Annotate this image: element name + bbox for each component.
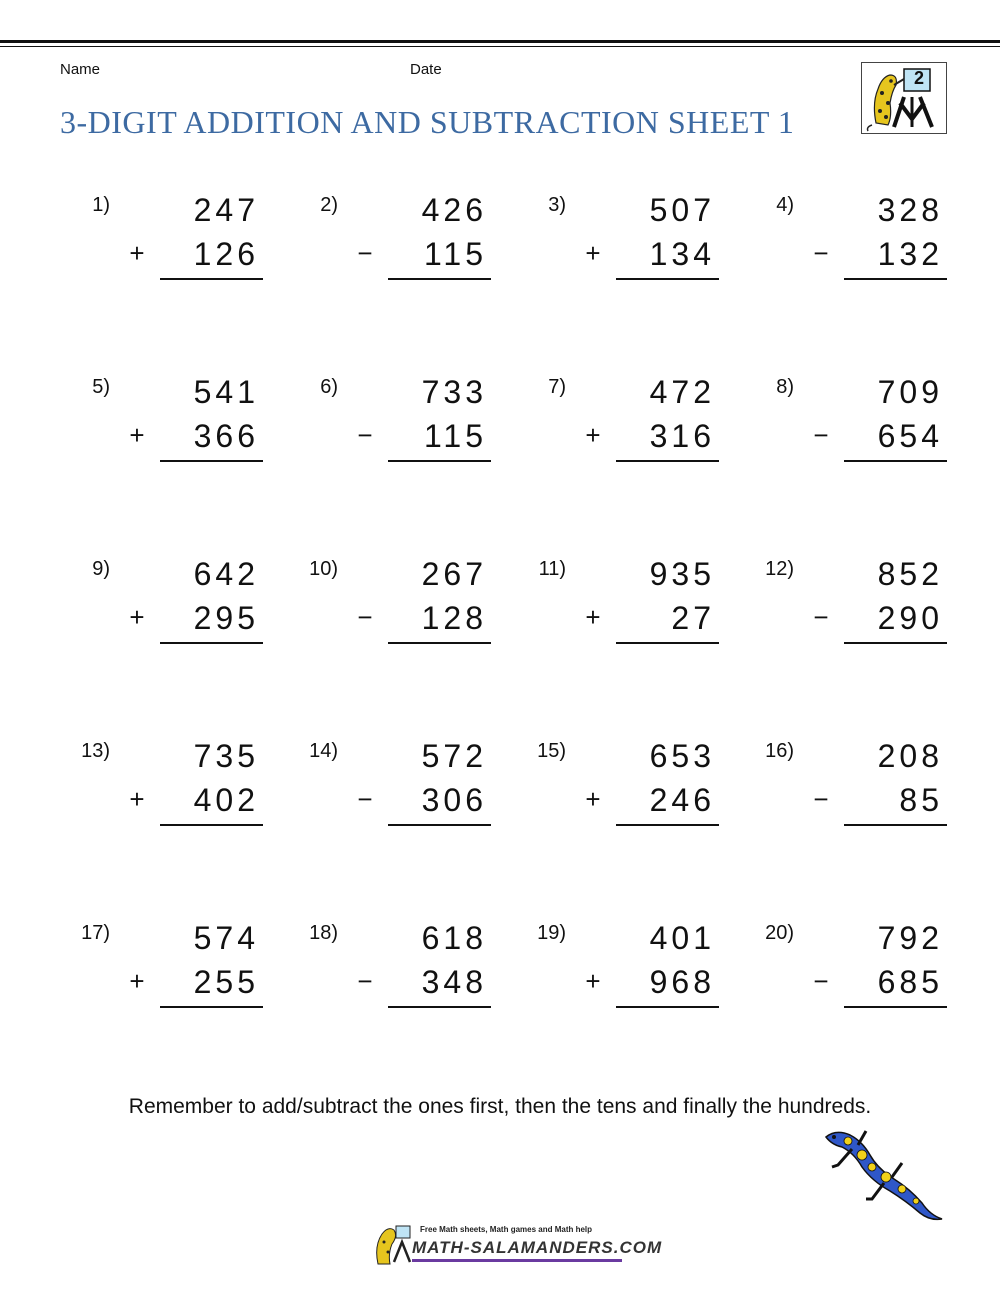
top-operand: 572 <box>421 738 487 774</box>
problem-number: 14) <box>309 740 338 762</box>
minus-sign: − <box>813 238 829 268</box>
answer-line <box>844 460 947 462</box>
problem-number: 3) <box>548 194 566 216</box>
problem-number: 4) <box>776 194 794 216</box>
bottom-operand: 306 <box>421 782 487 818</box>
logo-badge: 2 <box>913 68 924 88</box>
top-operand: 709 <box>877 374 943 410</box>
top-operand: 541 <box>193 374 259 410</box>
answer-line <box>844 642 947 644</box>
problem-14 <box>283 726 511 908</box>
minus-sign: − <box>813 966 829 996</box>
bottom-operand: 290 <box>877 600 943 636</box>
bottom-operand: 316 <box>649 418 715 454</box>
answer-line <box>616 278 719 280</box>
bottom-operand: 132 <box>877 236 943 272</box>
bottom-operand: 134 <box>649 236 715 272</box>
salamander-easel-logo-icon <box>861 62 947 134</box>
problem-number: 8) <box>776 376 794 398</box>
answer-line <box>388 278 491 280</box>
top-operand: 328 <box>877 192 943 228</box>
top-operand: 618 <box>421 920 487 956</box>
page-title: 3-DIGIT ADDITION AND SUBTRACTION SHEET 1 <box>60 104 795 140</box>
plus-sign: + <box>129 420 145 450</box>
answer-line <box>160 278 263 280</box>
problem-number: 6) <box>320 376 338 398</box>
problem-19 <box>511 908 739 1090</box>
minus-sign: − <box>357 420 373 450</box>
problem-7 <box>511 362 739 544</box>
top-operand: 472 <box>649 374 715 410</box>
problem-1 <box>55 180 283 362</box>
problem-18 <box>283 908 511 1090</box>
bottom-operand: 115 <box>423 418 487 454</box>
problem-number: 7) <box>548 376 566 398</box>
top-operand: 507 <box>649 192 715 228</box>
top-operand: 735 <box>193 738 259 774</box>
problem-number: 18) <box>309 922 338 944</box>
problem-number: 20) <box>765 922 794 944</box>
problem-11 <box>511 544 739 726</box>
plus-sign: + <box>585 420 601 450</box>
top-operand: 653 <box>649 738 715 774</box>
minus-sign: − <box>813 602 829 632</box>
answer-line <box>844 824 947 826</box>
top-operand: 267 <box>421 556 487 592</box>
answer-line <box>844 278 947 280</box>
problem-number: 16) <box>765 740 794 762</box>
bottom-operand: 246 <box>649 782 715 818</box>
problem-13 <box>55 726 283 908</box>
problem-8 <box>739 362 967 544</box>
problem-2 <box>283 180 511 362</box>
salamander-icon <box>822 1125 947 1235</box>
problem-number: 19) <box>537 922 566 944</box>
minus-sign: − <box>357 602 373 632</box>
problem-4 <box>739 180 967 362</box>
top-operand: 935 <box>649 556 715 592</box>
problem-12 <box>739 544 967 726</box>
answer-line <box>388 824 491 826</box>
answer-line <box>388 460 491 462</box>
problem-number: 10) <box>309 558 338 580</box>
top-operand: 208 <box>877 738 943 774</box>
bottom-operand: 654 <box>877 418 943 454</box>
plus-sign: + <box>129 602 145 632</box>
plus-sign: + <box>129 784 145 814</box>
answer-line <box>616 1006 719 1008</box>
bottom-operand: 402 <box>193 782 259 818</box>
bottom-operand: 115 <box>423 236 487 272</box>
problem-3 <box>511 180 739 362</box>
minus-sign: − <box>357 238 373 268</box>
answer-line <box>160 824 263 826</box>
plus-sign: + <box>585 602 601 632</box>
problem-number: 11) <box>538 558 566 580</box>
problem-9 <box>55 544 283 726</box>
answer-line <box>160 1006 263 1008</box>
answer-line <box>844 1006 947 1008</box>
top-operand: 642 <box>193 556 259 592</box>
problem-number: 13) <box>81 740 110 762</box>
problem-number: 1) <box>92 194 110 216</box>
footer-tagline: Free Math sheets, Math games and Math help <box>420 1225 593 1234</box>
problem-10 <box>283 544 511 726</box>
answer-line <box>388 642 491 644</box>
problem-number: 15) <box>537 740 566 762</box>
problem-number: 9) <box>92 558 110 580</box>
plus-sign: + <box>585 784 601 814</box>
minus-sign: − <box>357 966 373 996</box>
problem-6 <box>283 362 511 544</box>
problem-number: 5) <box>92 376 110 398</box>
bottom-operand: 685 <box>877 964 943 1000</box>
problem-number: 2) <box>320 194 338 216</box>
problem-20 <box>739 908 967 1090</box>
top-operand: 852 <box>877 556 943 592</box>
plus-sign: + <box>585 966 601 996</box>
problem-16 <box>739 726 967 908</box>
answer-line <box>616 642 719 644</box>
top-operand: 574 <box>193 920 259 956</box>
hint-text: Remember to add/subtract the ones first, then the tens and finally the hundreds. <box>128 1095 872 1118</box>
footer-underline <box>412 1259 622 1262</box>
answer-line <box>160 460 263 462</box>
bottom-operand: 126 <box>193 236 259 272</box>
plus-sign: + <box>129 238 145 268</box>
problem-grid <box>0 180 1000 1090</box>
top-operand: 426 <box>421 192 487 228</box>
top-operand: 792 <box>877 920 943 956</box>
plus-sign: + <box>585 238 601 268</box>
minus-sign: − <box>813 420 829 450</box>
plus-sign: + <box>129 966 145 996</box>
bottom-operand: 968 <box>649 964 715 1000</box>
answer-line <box>616 460 719 462</box>
problem-5 <box>55 362 283 544</box>
bottom-operand: 128 <box>421 600 487 636</box>
bottom-operand: 27 <box>671 600 715 636</box>
top-operand: 733 <box>421 374 487 410</box>
top-rule <box>0 40 1000 43</box>
footer-brand: MATH-SALAMANDERS.COM <box>412 1238 663 1257</box>
answer-line <box>388 1006 491 1008</box>
date-label: Date <box>410 61 442 78</box>
bottom-operand: 85 <box>899 782 943 818</box>
bottom-operand: 255 <box>193 964 259 1000</box>
problem-number: 12) <box>765 558 794 580</box>
bottom-operand: 366 <box>193 418 259 454</box>
answer-line <box>160 642 263 644</box>
minus-sign: − <box>357 784 373 814</box>
top-rule-thin <box>0 46 1000 47</box>
name-label: Name <box>60 61 101 78</box>
problem-15 <box>511 726 739 908</box>
answer-line <box>616 824 719 826</box>
top-operand: 401 <box>649 920 715 956</box>
problem-17 <box>55 908 283 1090</box>
problem-number: 17) <box>81 922 110 944</box>
top-operand: 247 <box>193 192 259 228</box>
minus-sign: − <box>813 784 829 814</box>
bottom-operand: 348 <box>421 964 487 1000</box>
bottom-operand: 295 <box>193 600 259 636</box>
